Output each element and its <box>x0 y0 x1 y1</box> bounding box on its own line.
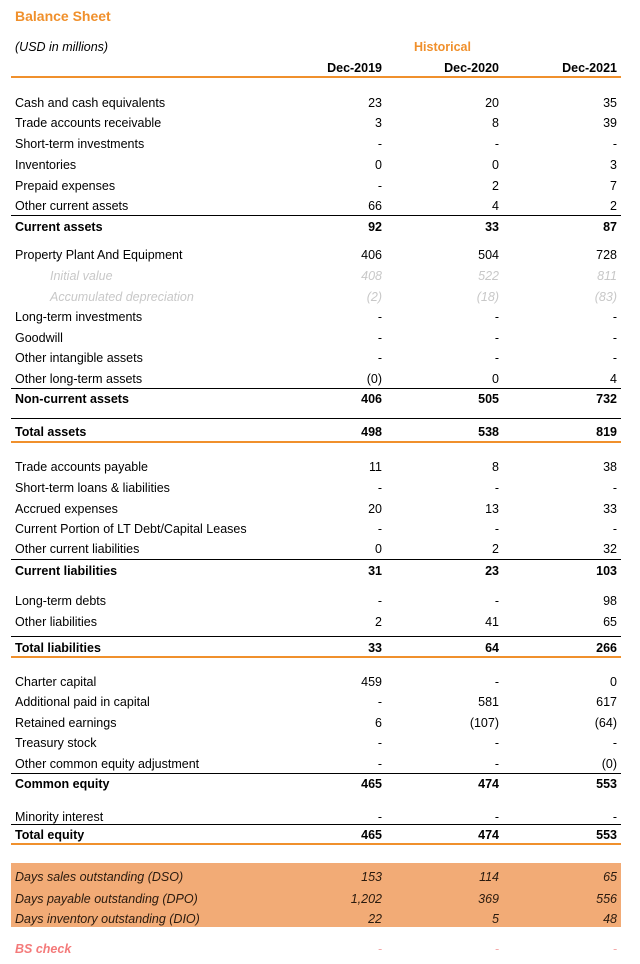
row-value: 0 <box>492 158 499 172</box>
row-value: 7 <box>610 179 617 193</box>
row-value: 65 <box>603 615 617 629</box>
row-value: 732 <box>596 392 617 406</box>
row-value: 114 <box>479 870 499 884</box>
row-label: Other current assets <box>15 199 129 213</box>
table-row-common-equity <box>0 775 640 795</box>
row-label: Accrued expenses <box>15 502 118 516</box>
row-label: Total assets <box>15 425 87 439</box>
row-value: 504 <box>478 248 499 262</box>
row-label: Other common equity adjustment <box>15 757 200 771</box>
row-value: 556 <box>596 892 617 906</box>
row-value: - <box>377 179 382 193</box>
table-row-other-equity-adj <box>0 755 640 775</box>
row-value: 8 <box>492 116 499 130</box>
table-row-accrued <box>0 500 640 520</box>
row-value: - <box>494 331 499 345</box>
row-value: 23 <box>485 564 499 578</box>
row-value: 13 <box>485 502 499 516</box>
row-label: Other intangible assets <box>15 351 143 365</box>
row-value: - <box>494 594 499 608</box>
row-value: 553 <box>596 777 617 791</box>
row-value: 465 <box>361 777 382 791</box>
row-label: Long-term debts <box>15 594 107 608</box>
row-label: Goodwill <box>15 331 63 345</box>
table-row-noncurrent-assets <box>0 390 640 410</box>
row-value: - <box>377 695 382 709</box>
row-value: 369 <box>478 892 499 906</box>
row-label: Additional paid in capital <box>15 695 150 709</box>
row-label: Initial value <box>50 269 113 283</box>
row-label: Long-term investments <box>15 310 143 324</box>
row-label: Short-term loans & liabilities <box>15 481 170 495</box>
row-value: 66 <box>368 199 382 213</box>
row-value: 0 <box>375 158 382 172</box>
row-value: - <box>494 810 499 824</box>
row-value: - <box>612 481 617 495</box>
row-value: 103 <box>596 564 617 578</box>
row-value: 33 <box>368 641 382 655</box>
row-value: - <box>377 331 382 345</box>
row-label: Minority interest <box>15 810 104 824</box>
row-value: (83) <box>594 290 617 304</box>
row-value: 465 <box>361 828 382 842</box>
row-label: Prepaid expenses <box>15 179 116 193</box>
row-label: Other liabilities <box>15 615 97 629</box>
row-value: 406 <box>361 248 382 262</box>
row-value: - <box>494 522 499 536</box>
row-value: - <box>494 351 499 365</box>
row-label: Non-current assets <box>15 392 129 406</box>
row-value: 5 <box>492 912 499 926</box>
row-value: 459 <box>361 675 382 689</box>
row-value: - <box>377 522 382 536</box>
row-value: - <box>377 594 382 608</box>
row-value: 581 <box>478 695 499 709</box>
row-label: Inventories <box>15 158 77 172</box>
row-value: 4 <box>610 372 617 386</box>
table-row-st-loans <box>0 479 640 499</box>
row-value: - <box>612 331 617 345</box>
row-value: (2) <box>366 290 382 304</box>
row-value: 3 <box>610 158 617 172</box>
row-value: 20 <box>368 502 382 516</box>
row-label: Common equity <box>15 777 110 791</box>
row-value: 38 <box>603 460 617 474</box>
row-value: 819 <box>596 425 617 439</box>
row-value: 2 <box>492 542 499 556</box>
column-header: Dec-2021 <box>562 61 617 75</box>
table-row-trade-ar <box>0 114 640 134</box>
units-label: (USD in millions) <box>15 40 109 54</box>
historical-label: Historical <box>414 40 471 54</box>
divider <box>11 418 621 419</box>
row-value: (18) <box>476 290 499 304</box>
row-value: 2 <box>610 199 617 213</box>
row-value: 98 <box>603 594 617 608</box>
row-label: Total equity <box>15 828 85 842</box>
row-value: - <box>377 137 382 151</box>
row-value: - <box>377 481 382 495</box>
row-value: 617 <box>596 695 617 709</box>
row-label: Property Plant And Equipment <box>15 248 183 262</box>
row-value: 0 <box>375 542 382 556</box>
row-value: 65 <box>603 870 617 884</box>
column-header: Dec-2019 <box>327 61 382 75</box>
row-value: - <box>377 351 382 365</box>
row-value: - <box>494 675 499 689</box>
row-value: 11 <box>369 460 382 474</box>
table-row-lt-investments <box>0 308 640 328</box>
row-value: 728 <box>596 248 617 262</box>
row-value: 20 <box>485 96 499 110</box>
row-value: - <box>494 310 499 324</box>
row-value: 538 <box>478 425 499 439</box>
row-value: 87 <box>603 220 617 234</box>
table-row-dpo <box>0 890 640 910</box>
table-row-other-intangible <box>0 349 640 369</box>
row-label: Treasury stock <box>15 736 97 750</box>
row-label: Trade accounts payable <box>15 460 148 474</box>
row-label: Short-term investments <box>15 137 145 151</box>
table-row-retained <box>0 714 640 734</box>
table-row-other-cl <box>0 540 640 560</box>
row-value: (0) <box>601 757 617 771</box>
table-row-initial-value <box>0 267 640 287</box>
row-label: Current liabilities <box>15 564 118 578</box>
row-value: - <box>612 522 617 536</box>
row-value: 48 <box>603 912 617 926</box>
table-row-cash <box>0 94 640 114</box>
row-value: - <box>612 351 617 365</box>
table-row-st-investments <box>0 135 640 155</box>
table-row-current-liabilities <box>0 562 640 582</box>
table-row-current-lt-debt <box>0 520 640 540</box>
row-value: 33 <box>485 220 499 234</box>
table-row-total-equity <box>0 826 640 846</box>
row-label: Total liabilities <box>15 641 101 655</box>
row-value: 92 <box>368 220 382 234</box>
row-value: 35 <box>603 96 617 110</box>
row-value: - <box>494 481 499 495</box>
table-row-ppe <box>0 246 640 266</box>
table-row-other-ca <box>0 197 640 217</box>
table-row-other-liabilities <box>0 613 640 633</box>
table-row-inventories <box>0 156 640 176</box>
row-value: 41 <box>485 615 499 629</box>
table-row-dso <box>0 868 640 888</box>
row-label: Current assets <box>15 220 103 234</box>
table-row-accum-dep <box>0 288 640 308</box>
row-label: Cash and cash equivalents <box>15 96 166 110</box>
row-label: Days sales outstanding (DSO) <box>15 870 184 884</box>
row-value: - <box>494 757 499 771</box>
row-value: 64 <box>485 641 499 655</box>
row-value: - <box>377 310 382 324</box>
row-value: 8 <box>492 460 499 474</box>
row-value: 39 <box>603 116 617 130</box>
row-value: - <box>377 757 382 771</box>
row-value: - <box>612 942 617 956</box>
table-row-goodwill <box>0 329 640 349</box>
row-label: Current Portion of LT Debt/Capital Leases <box>15 522 247 536</box>
row-label: BS check <box>15 942 72 956</box>
row-value: 266 <box>596 641 617 655</box>
row-value: - <box>612 810 617 824</box>
row-label: Days payable outstanding (DPO) <box>15 892 198 906</box>
row-value: 408 <box>361 269 382 283</box>
row-value: 22 <box>368 912 382 926</box>
row-value: 33 <box>603 502 617 516</box>
row-label: Trade accounts receivable <box>15 116 162 130</box>
row-value: 2 <box>375 615 382 629</box>
row-value: 498 <box>361 425 382 439</box>
row-value: 522 <box>478 269 499 283</box>
row-label: Other long-term assets <box>15 372 143 386</box>
table-row-charter-capital <box>0 673 640 693</box>
row-label: Accumulated depreciation <box>50 290 194 304</box>
row-label: Days inventory outstanding (DIO) <box>15 912 200 926</box>
row-value: 505 <box>478 392 499 406</box>
row-value: - <box>377 942 382 956</box>
table-row-lt-debts <box>0 592 640 612</box>
row-value: 406 <box>361 392 382 406</box>
row-label: Retained earnings <box>15 716 117 730</box>
row-value: 0 <box>492 372 499 386</box>
table-row-treasury <box>0 734 640 754</box>
row-value: 811 <box>597 269 617 283</box>
row-value: - <box>494 736 499 750</box>
table-row-apic <box>0 693 640 713</box>
divider <box>11 636 621 637</box>
row-value: 0 <box>610 675 617 689</box>
row-value: (64) <box>594 716 617 730</box>
row-value: - <box>612 310 617 324</box>
row-value: 1,202 <box>350 892 382 906</box>
row-value: - <box>612 137 617 151</box>
table-row-minority <box>0 808 640 828</box>
row-value: - <box>377 736 382 750</box>
header-divider <box>11 76 621 78</box>
row-value: - <box>494 942 499 956</box>
row-value: 32 <box>603 542 617 556</box>
row-value: - <box>377 810 382 824</box>
balance-sheet-title: Balance Sheet <box>15 8 111 24</box>
table-row-total-liabilities <box>0 639 640 659</box>
table-row-trade-ap <box>0 458 640 478</box>
column-header: Dec-2020 <box>444 61 499 75</box>
table-row-bs-check <box>0 940 640 960</box>
row-value: (0) <box>366 372 382 386</box>
row-label: Charter capital <box>15 675 97 689</box>
table-row-other-lta <box>0 370 640 390</box>
row-value: 474 <box>478 828 499 842</box>
row-value: 3 <box>375 116 382 130</box>
row-value: - <box>612 736 617 750</box>
row-value: 6 <box>375 716 382 730</box>
row-value: 31 <box>368 564 382 578</box>
table-row-current-assets <box>0 218 640 238</box>
row-value: 2 <box>492 179 499 193</box>
row-value: 23 <box>368 96 382 110</box>
row-value: - <box>494 137 499 151</box>
row-value: 553 <box>596 828 617 842</box>
table-row-prepaid <box>0 177 640 197</box>
row-value: 153 <box>361 870 382 884</box>
row-value: 474 <box>478 777 499 791</box>
table-row-dio <box>0 910 640 930</box>
row-value: 4 <box>492 199 499 213</box>
row-value: (107) <box>469 716 499 730</box>
table-row-total-assets <box>0 423 640 443</box>
row-label: Other current liabilities <box>15 542 140 556</box>
